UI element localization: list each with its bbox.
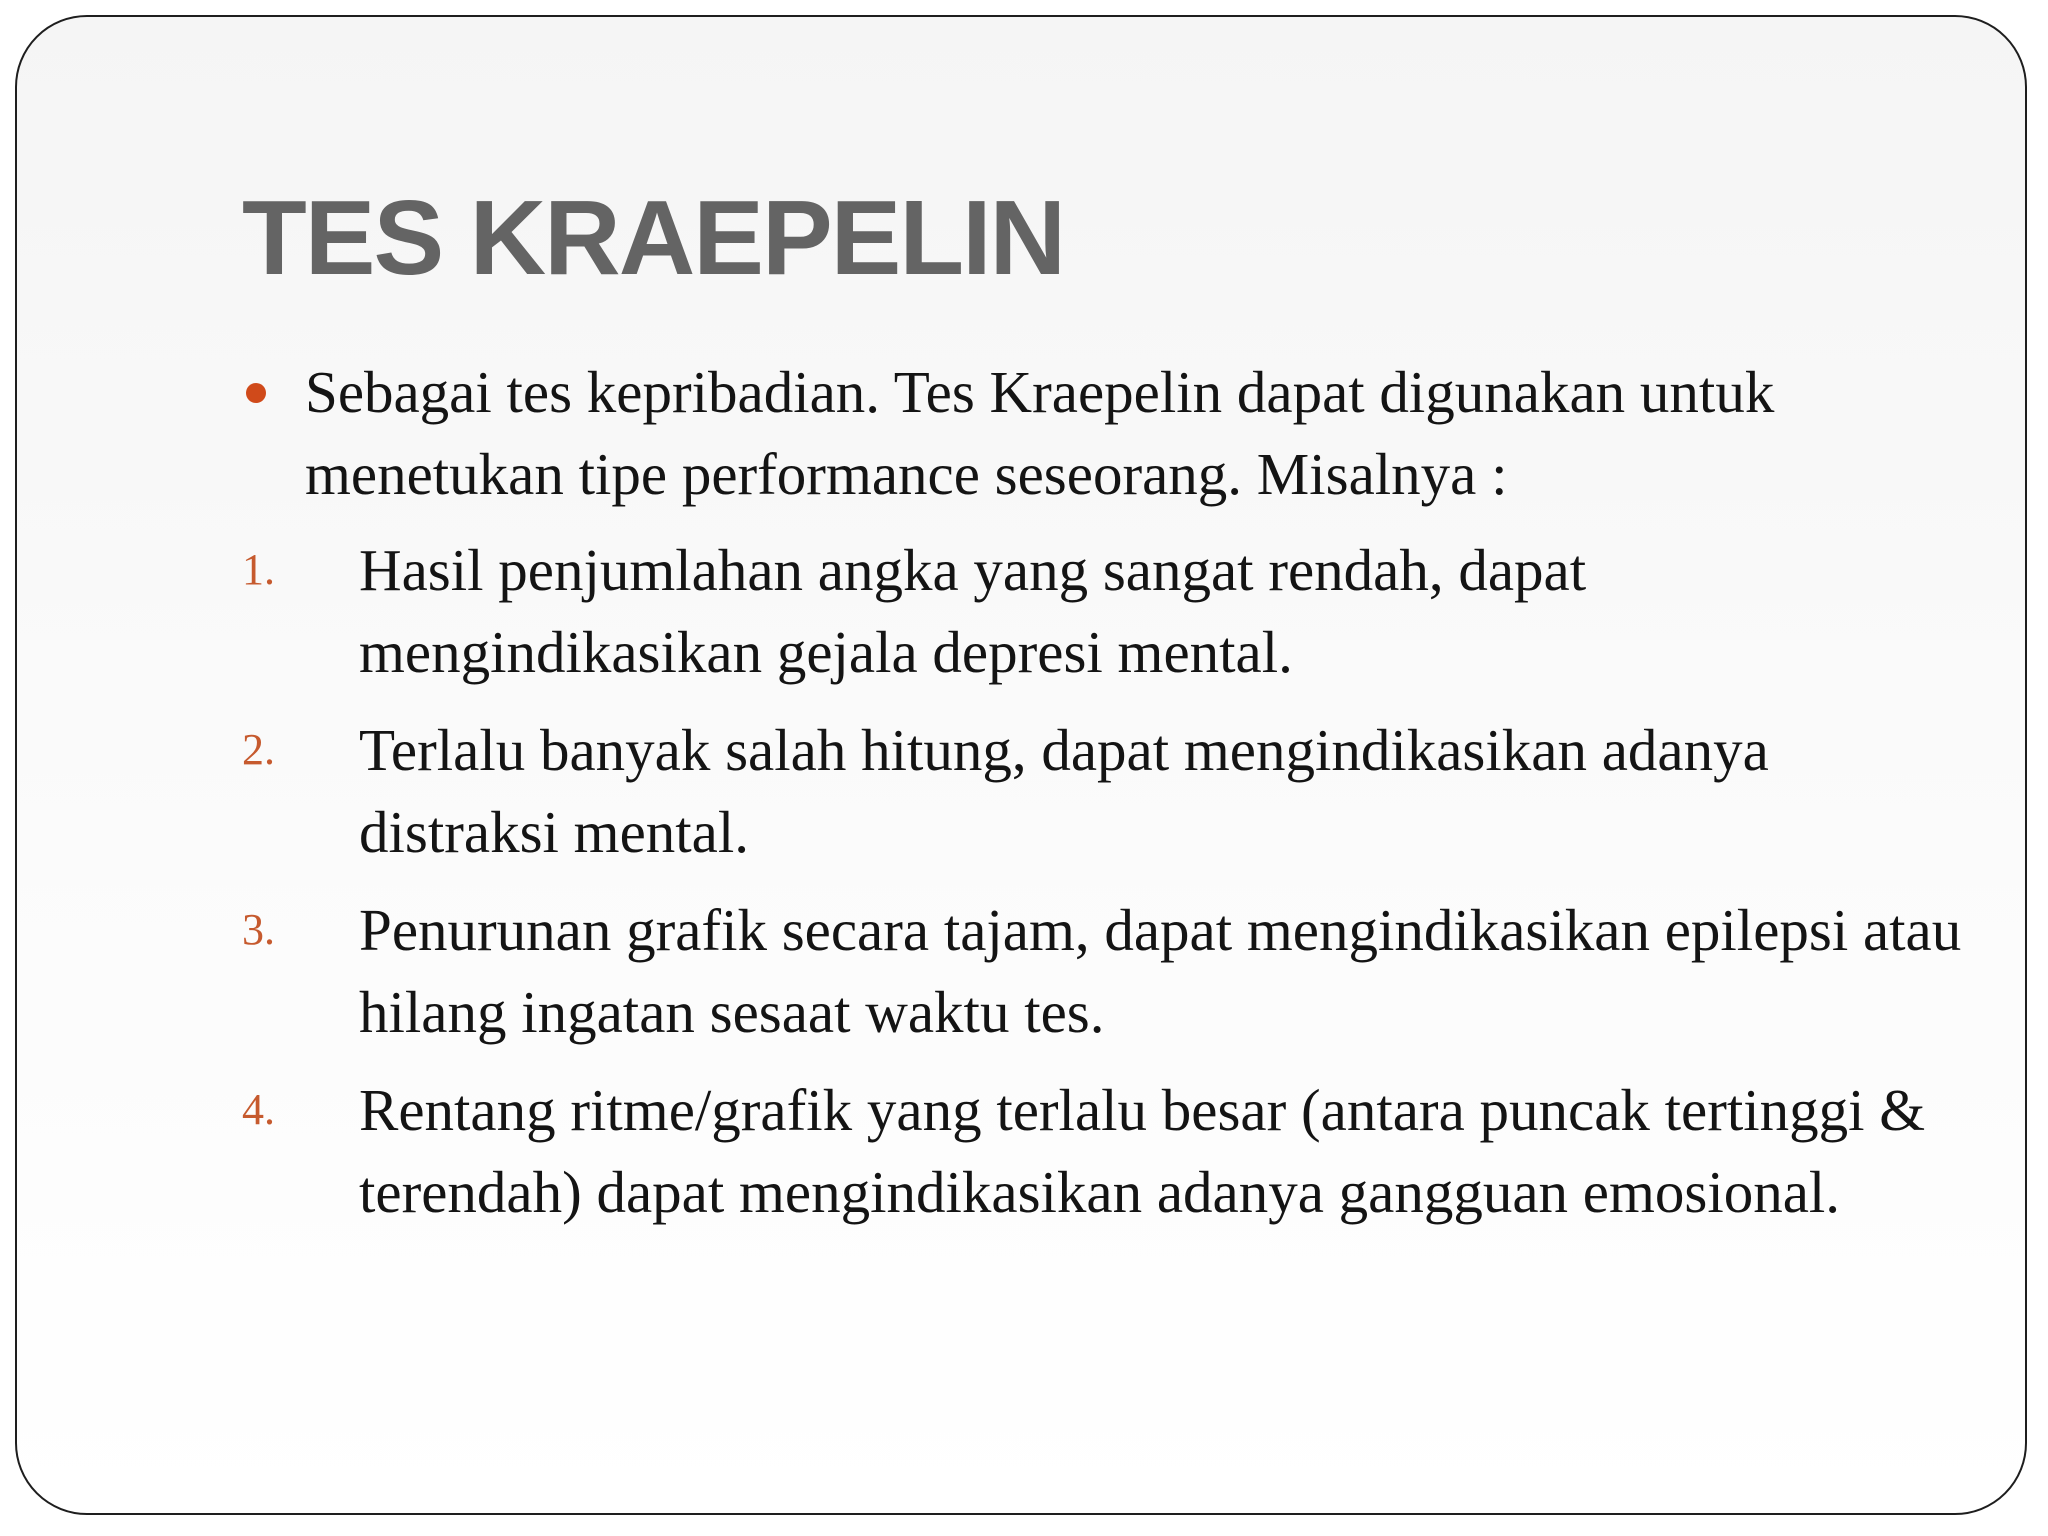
list-number-4: 4. (242, 1085, 275, 1134)
list-item-3 (242, 889, 1982, 1053)
list-text-2: Terlalu banyak salah hitung, dapat mengindikasikan adanya distraksi mental. (359, 717, 1769, 865)
list-number-2: 2. (242, 725, 275, 774)
slide (15, 15, 2027, 1515)
intro-text: Sebagai tes kepribadian. Tes Kraepelin dapat digunakan untuk menetukan tipe performance seseorang. Misalnya : (305, 359, 1775, 507)
list-number-3: 3. (242, 905, 275, 954)
list-item-4 (242, 1069, 1982, 1233)
slide-title: TES KRAEPELIN (242, 179, 1065, 297)
intro-bullet (242, 351, 1982, 515)
list-text-4: Rentang ritme/grafik yang terlalu besar (antara puncak tertinggi & terendah) dapat mengindikasikan adanya gangguan emosional. (359, 1077, 1926, 1225)
list-item-1 (242, 529, 1982, 693)
list-item-2 (242, 709, 1982, 873)
list-text-1: Hasil penjumlahan angka yang sangat rendah, dapat mengindikasikan gejala depresi mental. (359, 537, 1587, 685)
bullet-dot-icon (246, 383, 266, 403)
slide-content (242, 351, 1982, 1249)
list-number-1: 1. (242, 545, 275, 594)
list-text-3: Penurunan grafik secara tajam, dapat mengindikasikan epilepsi atau hilang ingatan sesaat waktu tes. (359, 897, 1962, 1045)
